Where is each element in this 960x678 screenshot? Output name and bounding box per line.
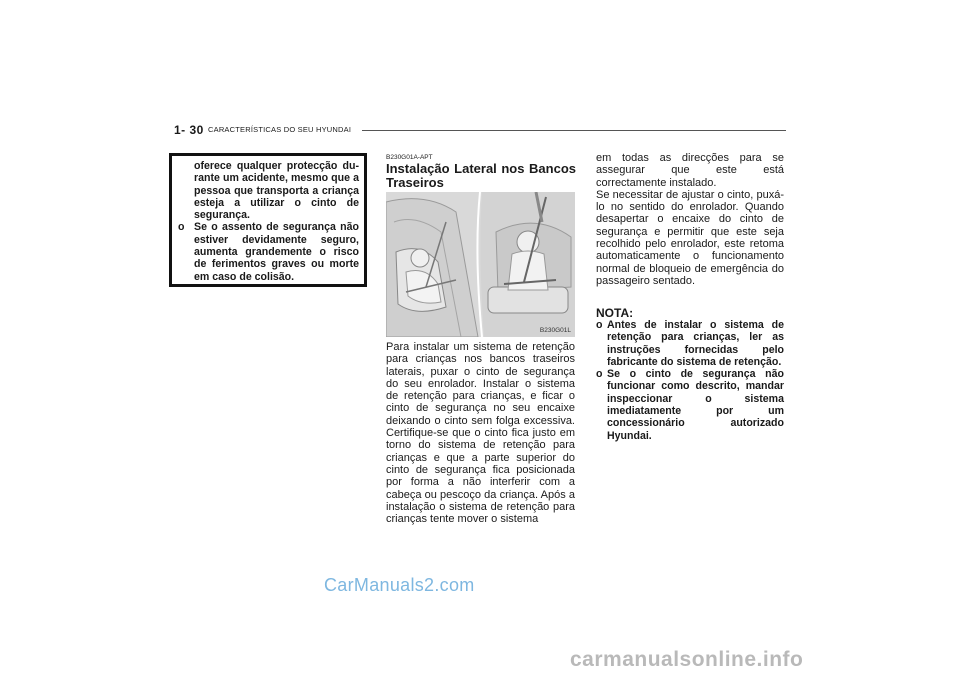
column3-paragraph-1: em todas as direcções para se assegurar que este está correctamente instalado.: [596, 152, 784, 189]
section-title: Instalação Lateral nos Bancos Traseiros: [386, 161, 576, 190]
nota-list: [596, 319, 784, 442]
chapter-title: CARACTERÍSTICAS DO SEU HYUNDAI: [208, 125, 352, 134]
watermark-carmanuals2[interactable]: CarManuals2.com: [324, 575, 475, 595]
watermark-carmanualsonline[interactable]: carmanualsonline.info: [570, 648, 804, 671]
warning-continuation: oferece qualquer protecção du-rante um acidente, mesmo que a pessoa que transporta a criança esteja a utilizar o cinto de segurança.: [194, 160, 359, 222]
bullet-marker: o: [596, 368, 603, 381]
nota-item-text: Antes de instalar o sistema de retenção para crianças, ler as instruções fornecidas pelo fabricante do sistema de retenção.: [607, 319, 784, 368]
bullet-marker: o: [596, 319, 603, 331]
warning-box: [169, 153, 367, 287]
header-divider: [362, 130, 786, 131]
warning-bullet-text: Se o assento de segurança não estiver devidamente seguro, aumenta grandemente o risco de ferimentos graves ou morte em caso de colisão.: [194, 221, 359, 283]
child-seat-illustration: [386, 192, 575, 337]
warning-bullet: [178, 221, 359, 282]
nota-title: NOTA:: [596, 306, 634, 320]
column3-paragraph-2: Se necessitar de ajustar o cinto, puxá-lo no sentido do enrolador. Quando desapertar o encaixe do cinto de segurança e permitir que este seja recolhido pelo enrolador, este retoma automaticamente o funcionamento normal de bloqueio de emergência do passageiro sentado.: [596, 188, 784, 287]
bullet-marker: o: [178, 221, 185, 234]
nota-item: [596, 368, 784, 442]
section-body: Para instalar um sistema de retenção para crianças nos bancos traseiros laterais, puxar o cinto de segurança do seu enrolador. Instalar o sistema de retenção para crianças, e ficar o cinto de segurança no seu encaixe deixando o cinto sem folga excessiva. Certifique-se que o cinto fica justo em torno do sistema de retenção para crianças e que a parte superior do cinto de segurança fica posicionada por forma a não interferir com a cabeça ou pescoço da criança. Após a instalação o sistema de retenção para crianças tente mover o sistema: [386, 341, 575, 526]
column3-text: [596, 152, 784, 287]
page-number: 1- 30: [174, 123, 204, 137]
child-seat-drawing: [386, 192, 575, 337]
figure-code: B230G01L: [539, 327, 571, 334]
nota-item-text: Se o cinto de segurança não funcionar como descrito, mandar inspeccionar o sistema imediatamente por um concessionário autorizado Hyundai.: [607, 368, 784, 442]
section-code: B230G01A-APT: [386, 154, 433, 161]
nota-item: [596, 319, 784, 368]
